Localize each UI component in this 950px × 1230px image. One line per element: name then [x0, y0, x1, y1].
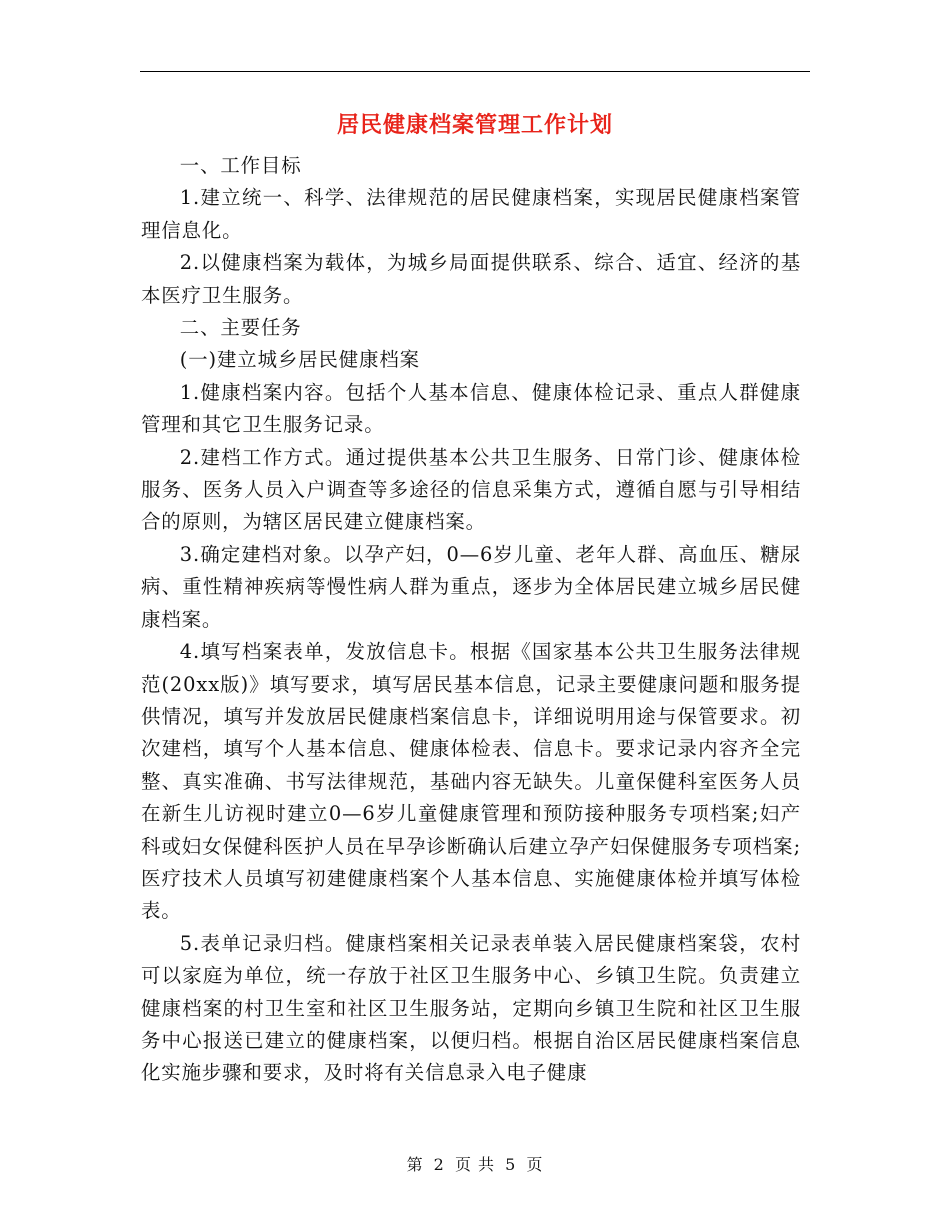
footer-mid: 页 共: [454, 1155, 496, 1174]
document-body: [141, 150, 801, 1090]
task-item-1: 1.健康档案内容。包括个人基本信息、健康体检记录、重点人群健康管理和其它卫生服务记录。: [141, 380, 801, 437]
footer-total-pages: 5: [505, 1155, 517, 1174]
footer-prefix: 第: [406, 1155, 424, 1174]
task-item-5: 5.表单记录归档。健康档案相关记录表单装入居民健康档案袋，农村可以家庭为单位，统一存放于社区卫生服务中心、乡镇卫生院。负责建立健康档案的村卫生室和社区卫生服务站，定期向乡镇卫生院和社区卫生服务中心报送已建立的健康档案，以便归档。根据自治区居民健康档案信息化实施步骤和要求，及时将有关信息录入电子健康: [141, 931, 801, 1085]
document-title: 居民健康档案管理工作计划: [336, 112, 613, 138]
footer-suffix: 页: [526, 1155, 544, 1174]
subsection-heading-establish: (一)建立城乡居民健康档案: [179, 348, 420, 372]
task-item-3: 3.确定建档对象。以孕产妇，0—6岁儿童、老年人群、高血压、糖尿病、重性精神疾病等慢性病人群为重点，逐步为全体居民建立城乡居民健康档案。: [141, 542, 801, 631]
header-rule: [140, 71, 810, 72]
goal-item-1: 1.建立统一、科学、法律规范的居民健康档案，实现居民健康档案管理信息化。: [141, 186, 801, 242]
page-footer: [0, 1155, 950, 1175]
task-item-2: 2.建档工作方式。通过提供基本公共卫生服务、日常门诊、健康体检服务、医务人员入户调查等多途径的信息采集方式，遵循自愿与引导相结合的原则，为辖区居民建立健康档案。: [141, 445, 801, 534]
goal-item-2: 2.以健康档案为载体，为城乡局面提供联系、综合、适宜、经济的基本医疗卫生服务。: [141, 251, 801, 307]
section-heading-goals: 一、工作目标: [179, 154, 302, 177]
footer-current-page: 2: [433, 1155, 445, 1174]
section-heading-tasks: 二、主要任务: [179, 316, 302, 340]
task-item-4: 4.填写档案表单，发放信息卡。根据《国家基本公共卫生服务法律规范(20xx版)》填写要求，填写居民基本信息，记录主要健康问题和服务提供情况，填写并发放居民健康档案信息卡，详细说明用途与保管要求。初次建档，填写个人基本信息、健康体检表、信息卡。要求记录内容齐全完整、真实准确、书写法律规范，基础内容无缺失。儿童保健科室医务人员在新生儿访视时建立0—6岁儿童健康管理和预防接种服务专项档案;妇产科或妇女保健科医护人员在早孕诊断确认后建立孕产妇保健服务专项档案;医疗技术人员填写初建健康档案个人基本信息、实施健康体检并填写体检表。: [141, 640, 801, 923]
